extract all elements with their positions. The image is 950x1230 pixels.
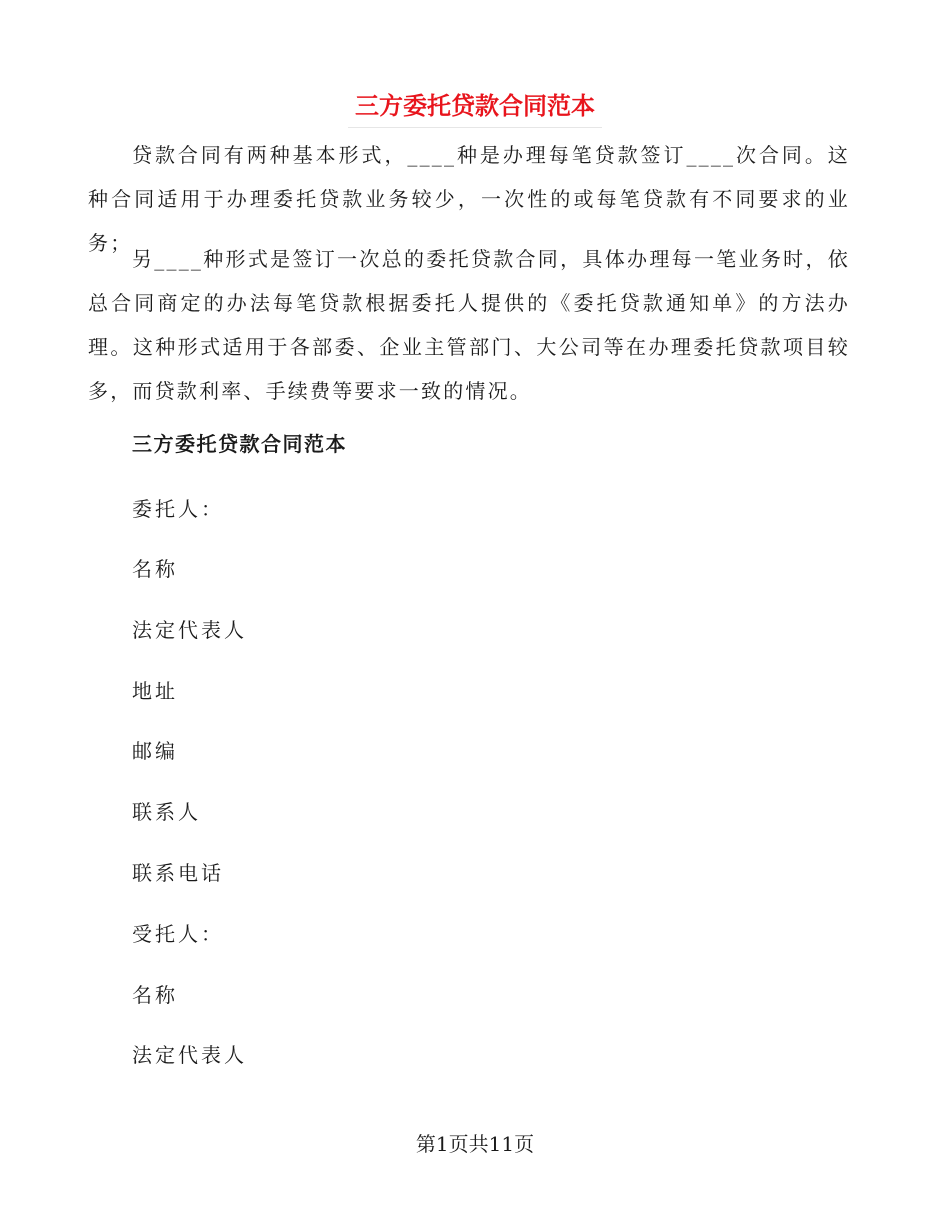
section-heading: 三方委托贷款合同范本 bbox=[132, 432, 347, 456]
field-principal-name: 名称 bbox=[132, 557, 178, 581]
field-principal: 委托人： bbox=[132, 497, 224, 521]
title-underline bbox=[348, 127, 602, 128]
intro-paragraph-1: 贷款合同有两种基本形式，____种是办理每笔贷款签订____次合同。这种合同适用于办理委托贷款业务较少，一次性的或每笔贷款有不同要求的业务； bbox=[88, 143, 850, 255]
intro-paragraph-2: 另____种形式是签订一次总的委托贷款合同，具体办理每一笔业务时，依总合同商定的办法每笔贷款根据委托人提供的《委托贷款通知单》的方法办理。这种形式适用于各部委、企业主管部门、大公司等在办理委托贷款项目较多，而贷款利率、手续费等要求一致的情况。 bbox=[88, 247, 850, 403]
document-title: 三方委托贷款合同范本 bbox=[355, 91, 595, 120]
page-number-footer: 第1页共11页 bbox=[415, 1132, 535, 1156]
field-principal-postcode: 邮编 bbox=[132, 739, 178, 763]
field-principal-legal-rep: 法定代表人 bbox=[132, 618, 247, 642]
field-trustee-name: 名称 bbox=[132, 983, 178, 1007]
field-principal-address: 地址 bbox=[132, 679, 178, 703]
field-trustee: 受托人： bbox=[132, 922, 224, 946]
field-principal-contact: 联系人 bbox=[132, 800, 201, 824]
field-trustee-legal-rep: 法定代表人 bbox=[132, 1043, 247, 1067]
field-principal-phone: 联系电话 bbox=[132, 861, 224, 885]
